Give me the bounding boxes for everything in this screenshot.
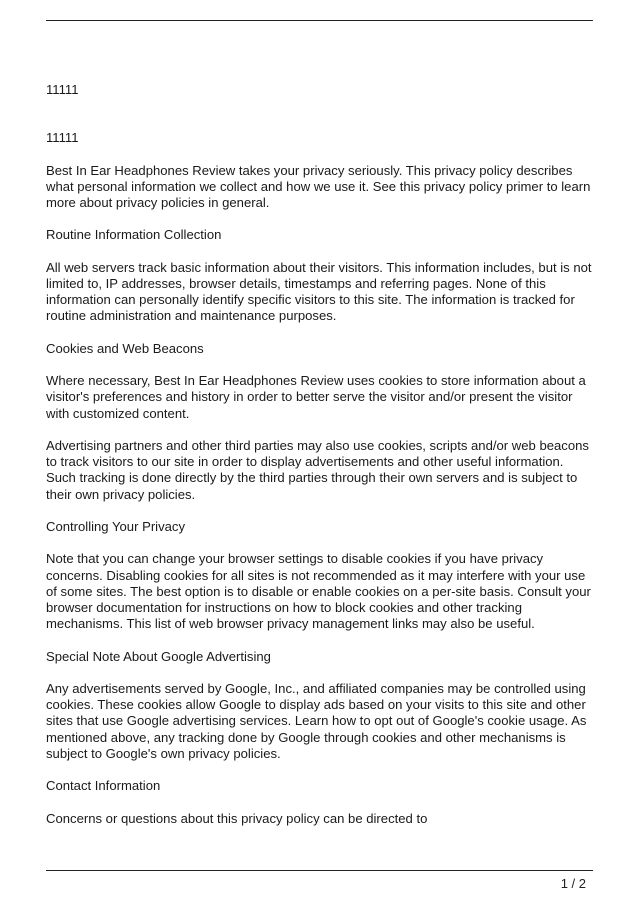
section-heading-routine: Routine Information Collection [46,227,222,243]
section-heading-google: Special Note About Google Advertising [46,648,271,664]
section-heading-contact: Contact Information [46,778,161,794]
routine-paragraph: All web servers track basic information about their visitors. This information includes, but is not limited to, IP addresses, browser details, timestamps and referring pages. None of this information can personally identify specific visitors to this site. The information is tracked for routine administration and maintenance purposes. [46,259,592,324]
top-rule [46,20,593,21]
intro-paragraph: Best In Ear Headphones Review takes your privacy seriously. This privacy policy describes what personal information we collect and how we use it. See this privacy policy primer to learn more about privacy policies in general. [46,162,591,210]
section-heading-cookies: Cookies and Web Beacons [46,340,204,356]
document-body [46,82,594,827]
bottom-rule [46,870,593,871]
header-text-1: 11111 [46,82,79,97]
section-heading-privacy: Controlling Your Privacy [46,518,186,534]
cookies-paragraph: Where necessary, Best In Ear Headphones Review uses cookies to store information about a visitor's preferences and history in order to better serve the visitor and/or present the visitor with customized content. [46,373,586,421]
header-text-2: 11111 [46,130,79,146]
contact-paragraph: Concerns or questions about this privacy policy can be directed to [46,810,428,826]
google-paragraph: Any advertisements served by Google, Inc., and affiliated companies may be controlled using cookies. These cookies allow Google to display ads based on your visits to this site and other sites that use Google advertising services. Learn how to opt out of Google's cookie usage. As mentioned above, any tracking done by Google through cookies and other mechanisms is subject to Google's own privacy policies. [46,680,587,761]
advertising-paragraph: Advertising partners and other third parties may also use cookies, scripts and/or web beacons to track visitors to our site in order to display advertisements and other useful information. Such tracking is done directly by the third parties through their own servers and is subject to their own privacy policies. [46,437,589,502]
privacy-paragraph: Note that you can change your browser settings to disable cookies if you have privacy concerns. Disabling cookies for all sites is not recommended as it may interfere with your use of some sites. The best option is to disable or enable cookies on a per-site basis. Consult your browser documentation for instructions on how to block cookies and other tracking mechanisms. This list of web browser privacy management links may also be useful. [46,551,591,632]
page-number: 1 / 2 [560,876,586,891]
